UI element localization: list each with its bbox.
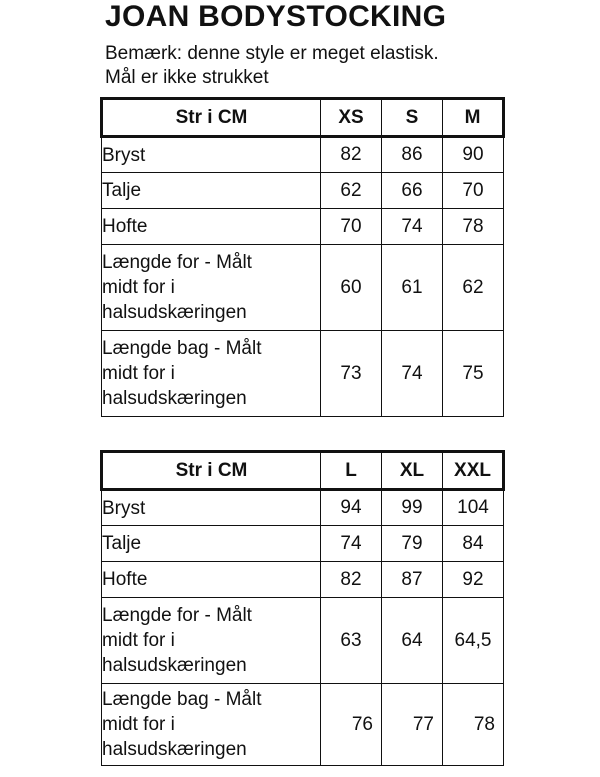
row-label xyxy=(102,598,321,684)
row-label xyxy=(102,209,321,245)
cell-value: 66 xyxy=(382,173,443,209)
table-row-bryst xyxy=(102,137,504,173)
cell-value: 104 xyxy=(443,490,504,526)
row-label xyxy=(102,526,321,562)
header-size-xs: XS xyxy=(321,99,382,137)
row-label-line: midt for i xyxy=(102,363,175,384)
row-label xyxy=(102,245,321,331)
table-row-talje xyxy=(102,526,504,562)
table-header-row xyxy=(102,99,504,137)
size-table-xs-m xyxy=(100,97,505,417)
row-label xyxy=(102,562,321,598)
cell-value: 99 xyxy=(382,490,443,526)
cell-value: 78 xyxy=(443,209,504,245)
row-label-line: Bryst xyxy=(102,144,146,166)
table-row-hofte xyxy=(102,562,504,598)
cell-value: 76 xyxy=(321,684,382,766)
header-size-l: L xyxy=(321,452,382,490)
table-row-hofte xyxy=(102,209,504,245)
row-label-line: Længde for - Målt xyxy=(102,605,252,626)
row-label xyxy=(102,331,321,417)
row-label-line: halsudskæringen xyxy=(102,655,247,676)
header-size-xxl: XXL xyxy=(443,452,504,490)
cell-value: 62 xyxy=(321,173,382,209)
row-label-line: Længde for - Målt xyxy=(102,252,252,273)
row-label-line: halsudskæringen xyxy=(102,388,247,409)
cell-value: 70 xyxy=(443,173,504,209)
row-label-line: Talje xyxy=(102,533,142,554)
row-label-line: Hofte xyxy=(102,216,148,237)
cell-value: 61 xyxy=(382,245,443,331)
cell-value: 86 xyxy=(382,137,443,173)
table-row-laengde-bag xyxy=(102,684,504,766)
header-size-m: M xyxy=(443,99,504,137)
cell-value: 77 xyxy=(382,684,443,766)
header-size-xl: XL xyxy=(382,452,443,490)
header-label: Str i CM xyxy=(102,452,321,490)
note-line-2: Mål er ikke strukket xyxy=(105,67,269,88)
cell-value: 60 xyxy=(321,245,382,331)
cell-value: 74 xyxy=(321,526,382,562)
cell-value: 82 xyxy=(321,562,382,598)
page-title: JOAN BODYSTOCKING xyxy=(105,0,447,33)
table-row-laengde-for xyxy=(102,598,504,684)
row-label-line: Hofte xyxy=(102,569,148,590)
size-table-l-xxl xyxy=(100,450,505,766)
row-label-line: halsudskæringen xyxy=(102,739,247,760)
cell-value: 84 xyxy=(443,526,504,562)
row-label-line: midt for i xyxy=(102,277,175,298)
row-label-line: Længde bag - Målt xyxy=(102,338,262,359)
cell-value: 90 xyxy=(443,137,504,173)
cell-value: 82 xyxy=(321,137,382,173)
cell-value: 62 xyxy=(443,245,504,331)
row-label xyxy=(102,684,321,766)
cell-value: 92 xyxy=(443,562,504,598)
row-label-line: midt for i xyxy=(102,630,175,651)
cell-value: 64 xyxy=(382,598,443,684)
cell-value: 74 xyxy=(382,209,443,245)
table-row-laengde-for xyxy=(102,245,504,331)
row-label-line: Bryst xyxy=(102,497,146,519)
row-label xyxy=(102,137,321,173)
cell-value: 73 xyxy=(321,331,382,417)
cell-value: 75 xyxy=(443,331,504,417)
table-row-talje xyxy=(102,173,504,209)
table-row-bryst xyxy=(102,490,504,526)
row-label-line: midt for i xyxy=(102,714,175,735)
cell-value: 74 xyxy=(382,331,443,417)
header-size-s: S xyxy=(382,99,443,137)
cell-value: 87 xyxy=(382,562,443,598)
row-label xyxy=(102,173,321,209)
elasticity-note xyxy=(105,42,439,90)
cell-value: 70 xyxy=(321,209,382,245)
cell-value: 64,5 xyxy=(443,598,504,684)
cell-value: 94 xyxy=(321,490,382,526)
note-line-1: Bemærk: denne style er meget elastisk. xyxy=(105,43,439,64)
row-label-line: Længde bag - Målt xyxy=(102,689,262,710)
table-header-row xyxy=(102,452,504,490)
table-row-laengde-bag xyxy=(102,331,504,417)
cell-value: 79 xyxy=(382,526,443,562)
cell-value: 63 xyxy=(321,598,382,684)
row-label-line: halsudskæringen xyxy=(102,302,247,323)
row-label-line: Talje xyxy=(102,180,142,201)
row-label xyxy=(102,490,321,526)
header-label: Str i CM xyxy=(102,99,321,137)
cell-value: 78 xyxy=(443,684,504,766)
